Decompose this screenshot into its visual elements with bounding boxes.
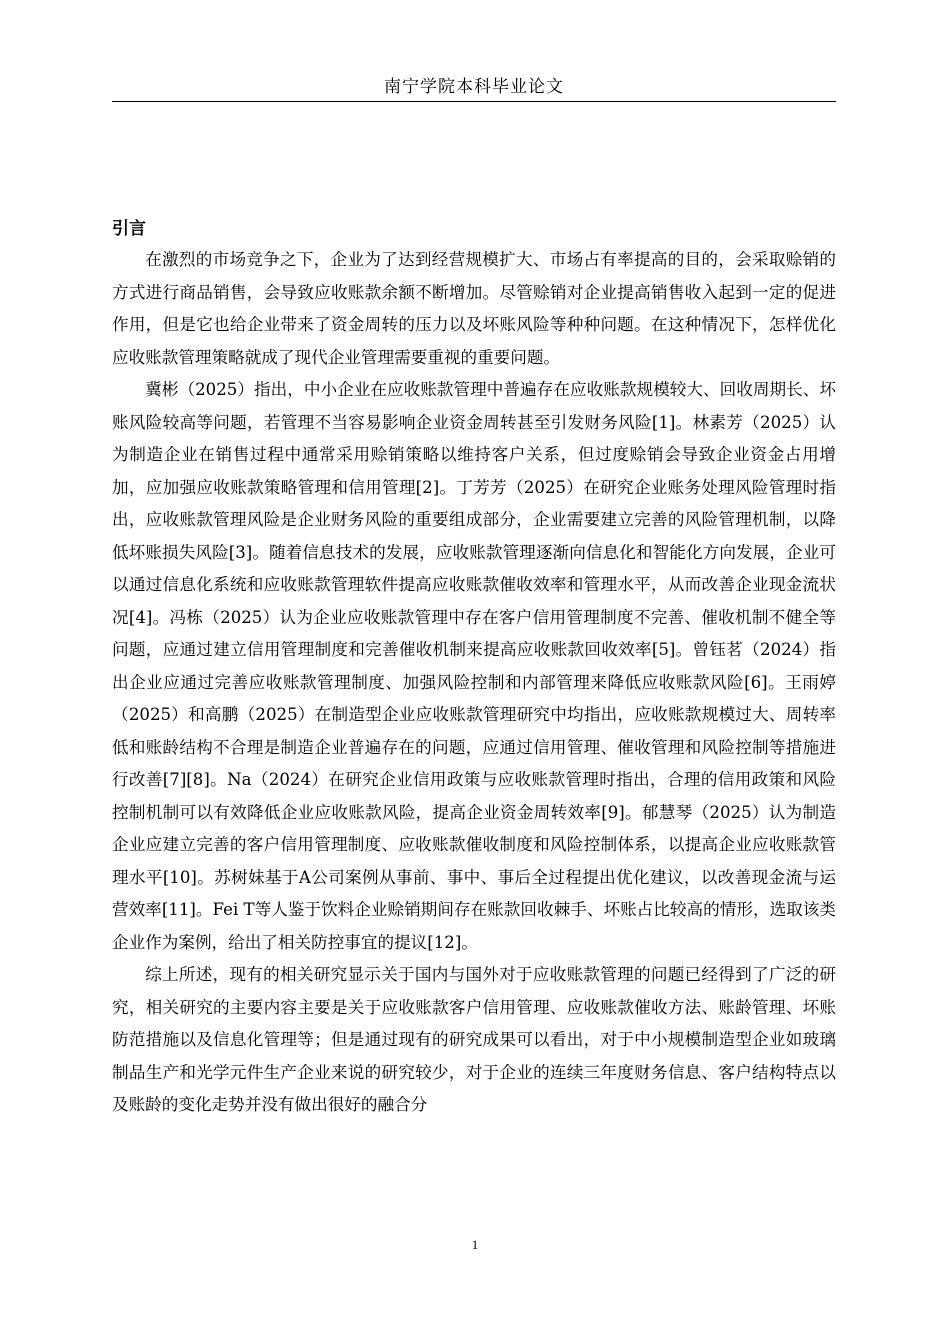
paragraph-literature-review: 冀彬（2025）指出，中小企业在应收账款管理中普遍存在应收账款规模较大、回收周期长、坏账风险较高等问题，若管理不当容易影响企业资金周转甚至引发财务风险[1]。林素芳（2025）认为制造企业在销售过程中通常采用赊销策略以维持客户关系，但过度赊销会导致企业资金占用增加，应加强应收账款策略管理和信用管理[2]。丁芳芳（2025）在研究企业账务处理风险管理时指出，应收账款管理风险是企业财务风险的重要组成部分，企业需要建立完善的风险管理机制，以降低坏账损失风险[3]。随着信息技术的发展，应收账款管理逐渐向信息化和智能化方向发展，企业可以通过信息化系统和应收账款管理软件提高应收账款催收效率和管理水平，从而改善企业现金流状况[4]。冯栋（2025）认为企业应收账款管理中存在客户信用管理制度不完善、催收机制不健全等问题，应通过建立信用管理制度和完善催收机制来提高应收账款回收效率[5]。曾钰茗（2024）指出企业应通过完善应收账款管理制度、加强风险控制和内部管理来降低应收账款风险[6]。王雨婷（2025）和高鹏（2025）在制造型企业应收账款管理研究中均指出，应收账款规模过大、周转率低和账龄结构不合理是制造企业普遍存在的问题，应通过信用管理、催收管理和风险控制等措施进行改善[7][8]。Na（2024）在研究企业信用政策与应收账款管理时指出，合理的信用政策和风险控制机制可以有效降低企业应收账款风险，提高企业资金周转效率[9]。郁慧琴（2025）认为制造企业应建立完善的客户信用管理制度、应收账款催收制度和风险控制体系，以提高企业应收账款管理水平[10]。苏树妹基于A公司案例从事前、事中、事后全过程提出优化建议，以改善现金流与运营效率[11]。Fei T等人鉴于饮料企业赊销期间存在账款回收棘手、坏账占比较高的情形，选取该类企业作为案例，给出了相关防控事宜的提议[12]。	[112, 380, 836, 952]
header-divider	[112, 101, 836, 102]
page-number: 1	[471, 1237, 479, 1252]
paragraph-summary: 综上所述，现有的相关研究显示关于国内与国外对于应收账款管理的问题已经得到了广泛的研究，相关研究的主要内容主要是关于应收账款客户信用管理、应收账款催收方法、账龄管理、坏账防范措施以及信息化管理等；但是通过现有的研究成果可以看出，对于中小规模制造型企业如玻璃制品生产和光学元件生产企业来说的研究较少，对于企业的连续三年度财务信息、客户结构特点以及账龄的变化走势并没有做出很好的融合分	[112, 965, 836, 1114]
section-title: 引言	[112, 219, 146, 239]
paragraph-intro: 在激烈的市场竞争之下，企业为了达到经营规模扩大、市场占有率提高的目的，会采取赊销的方式进行商品销售，会导致应收账款余额不断增加。尽管赊销对企业提高销售收入起到一定的促进作用，但是它也给企业带来了资金周转的压力以及坏账风险等种种问题。在这种情况下，怎样优化应收账款管理策略就成了现代企业管理需要重视的重要问题。	[112, 250, 836, 367]
body-text	[112, 244, 836, 1122]
page-header: 南宁学院本科毕业论文	[384, 77, 564, 97]
